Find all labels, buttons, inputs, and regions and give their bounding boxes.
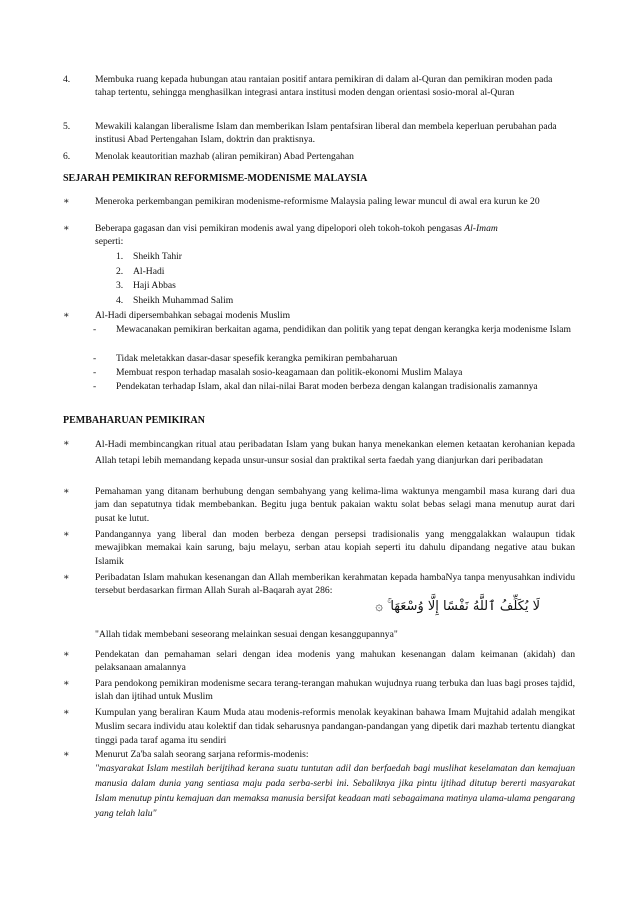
name-text: Sheikh Tahir (133, 251, 182, 262)
quote-text: "Allah tidak membebani seseorang melainkan sesuai dengan kesanggupannya" (95, 629, 398, 640)
name-text: Al-Hadi (133, 266, 165, 277)
dash-icon: - (93, 324, 97, 335)
dash-icon: - (93, 353, 97, 364)
list-text: Menolak keautoritian mazhab (aliran pemikiran) Abad Pertengahan (95, 151, 354, 162)
bullet-icon: ∗ (63, 749, 70, 760)
bullet-text: Al-Hadi dipersembahkan sebagai modenis Muslim (95, 310, 291, 321)
name-text: Haji Abbas (133, 280, 176, 291)
bullet-text: Para pendokong pemikiran modenisme secara terang-terangan mahukan wujudnya ruang terbuka dan luas bagi proses tajdid, islah dan ijtihad untuk Muslim (95, 678, 575, 703)
bullet-text: Menurut Za'ba salah seorang sarjana reformis-modenis: "masyarakat Islam mestilah berijtihad kerana suatu tuntutan adil dan berfaedah bagi muslihat keselamatan dan kemajuan manusia dalam dunia yang sentiasa maju pada serba-serbi ini. Sebaliknya jika pintu ijtihad ditutup bererti masyarakat Islam menutup pintu kemajuan dan memaksa manusia bersifat keadaan mati sebagaimana matinya ulama-ulama pengarang yang telah lalu" (95, 749, 575, 820)
list-text: Mewakili kalangan liberalisme Islam dan memberikan Islam pentafsiran liberal dan membela keperluan perubahan pada institusi Abad Pertengahan Islam, doktrin dan praktisnya. (95, 121, 557, 146)
list-number: 6. (63, 151, 71, 162)
bullet-text: Pemahaman yang ditanam berhubung dengan sembahyang yang kelima-lima waktunya mengambil masa kurang dari dua jam dan sepatutnya tidak membebankan. Begitu juga bentuk pakaian waktu solat bebas selagi mana menutup aurat dari pusat ke lutut. (95, 486, 575, 524)
section-heading: PEMBAHARUAN PEMIKIRAN (63, 415, 205, 426)
bullet-icon: ∗ (63, 529, 70, 540)
bullet-text: Peribadatan Islam mahukan kesenangan dan Allah memberikan kerahmatan kepada hambaNya tanpa menyusahkan individu tersebut berdasarkan firman Allah Surah al-Baqarah ayat 286: (95, 572, 575, 597)
bullet-icon: ∗ (63, 310, 70, 321)
bullet-text: Kumpulan yang beraliran Kaum Muda atau modenis-reformis menolak keyakinan bahawa Imam Mujtahid adalah mengikat Muslim secara individu atau kolektif dan tidak seharusnya pandangan-pandangan yang dipetik dari mazhab tertentu diangkat tinggi pada taraf agama itu sendiri (95, 707, 575, 746)
bullet-icon: ∗ (63, 707, 70, 718)
bullet-text: Pandangannya yang liberal dan moden berbeza dengan persepsi tradisionalis yang menggalakkan walaupun tidak mewajibkan memakai kain sarung, baju melayu, serban atau kopiah seperti itu dahulu dipandang negative atau bukan Islamik (95, 529, 575, 567)
name-number: 4. (116, 295, 124, 306)
bullet-icon: ∗ (63, 486, 70, 497)
dash-text: Pendekatan terhadap Islam, akal dan nilai-nilai Barat moden berbeza dengan kalangan tradisionalis zamannya (116, 381, 538, 392)
bullet-icon: ∗ (63, 438, 70, 449)
dash-text: Tidak meletakkan dasar-dasar spesefik kerangka pemikiran pembaharuan (116, 353, 398, 364)
name-number: 2. (116, 266, 124, 277)
list-text: Membuka ruang kepada hubungan atau rantaian positif antara pemikiran di dalam al-Quran dan pemikiran moden pada tahap tertentu, sehingga menghasilkan integrasi antara institusi moden dengan orientasi sosio-moral al-Quran (95, 74, 553, 99)
bullet-text: Meneroka perkembangan pemikiran modenisme-reformisme Malaysia paling lewar muncul di awal era kurun ke 20 (95, 196, 540, 207)
bullet-text: Beberapa gagasan dan visi pemikiran modenis awal yang dipelopori oleh tokoh-tokoh pengasas Al-Imam seperti: (95, 223, 498, 248)
dash-icon: - (93, 381, 97, 392)
bullet-text: Al-Hadi membincangkan ritual atau peribadatan Islam yang bukan hanya menekankan elemen ketaatan kerohanian kepada Allah tetapi lebih memandang kepada unsur-unsur sosial dan praktikal serta faedah yang dianjurkan dari peribadatan (95, 439, 575, 466)
name-number: 1. (116, 251, 124, 262)
dash-text: Mewacanakan pemikiran berkaitan agama, pendidikan dan politik yang tepat dengan kerangka kerja modenisme Islam (116, 324, 572, 335)
italic-quote: "masyarakat Islam mestilah berijtihad kerana suatu tuntutan adil dan berfaedah bagi muslihat keselamatan dan kemajuan manusia dalam dunia yang sentiasa maju pada serba-serbi ini. Sebaliknya jika pintu ijtihad ditutup bererti masyarakat Islam menutup pintu kemajuan dan memaksa manusia bersifat keadaan mati sebagaimana matinya ulama-ulama pengarang yang telah lalu" (95, 763, 575, 820)
list-number: 4. (63, 74, 71, 85)
dash-icon: - (93, 367, 97, 378)
dash-text: Membuat respon terhadap masalah sosio-keagamaan dan politik-ekonomi Muslim Malaya (116, 367, 463, 378)
bullet-icon: ∗ (63, 678, 70, 689)
name-number: 3. (116, 280, 124, 291)
bullet-icon: ∗ (63, 649, 70, 660)
arabic-verse: لَا يُكَلِّفُ ٱللَّهُ نَفْسًا إِلَّا وُسْعَهَا ۚ ۞ (375, 599, 540, 614)
bullet-icon: ∗ (63, 196, 70, 207)
name-text: Sheikh Muhammad Salim (133, 295, 234, 306)
bullet-text: Pendekatan dan pemahaman selari dengan idea modenis yang mahukan kesenangan dalam keimanan (akidah) dan pelaksanaan amalannya (95, 649, 575, 674)
italic-term: Al-Imam (464, 223, 498, 234)
section-heading: SEJARAH PEMIKIRAN REFORMISME-MODENISME MALAYSIA (63, 173, 368, 184)
bullet-icon: ∗ (63, 223, 70, 234)
list-number: 5. (63, 121, 71, 132)
bullet-icon: ∗ (63, 572, 70, 583)
